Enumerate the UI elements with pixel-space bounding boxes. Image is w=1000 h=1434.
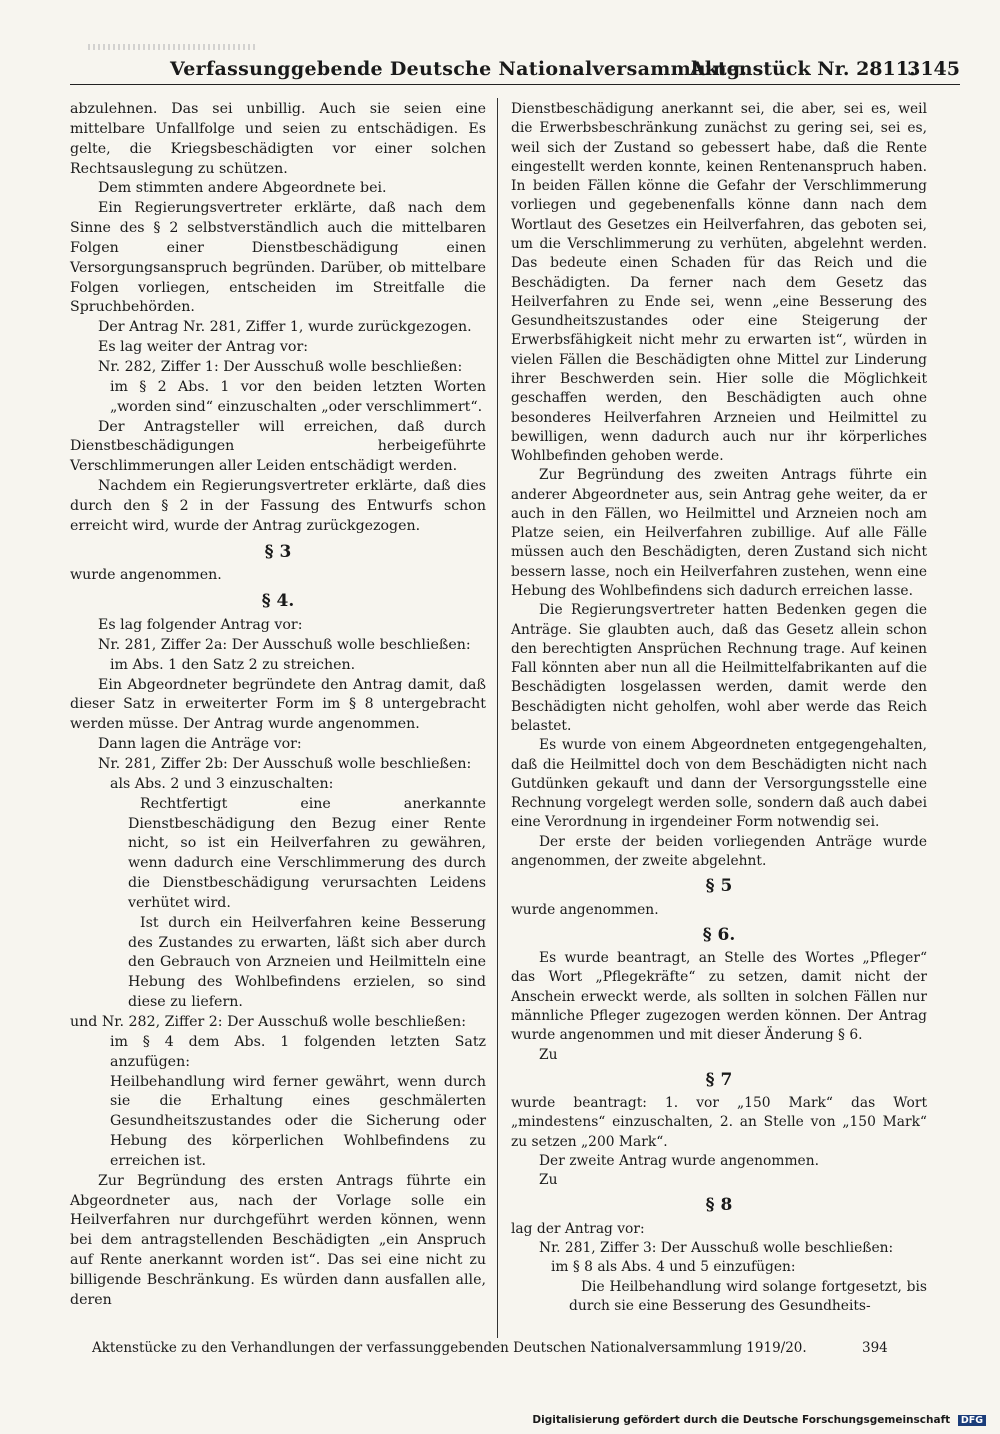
dfg-logo: DFG [958,1415,986,1426]
paragraph: Es lag folgender Antrag vor: [98,617,303,634]
paragraph: abzulehnen. Das sei unbillig. Auch sie seien eine mittelbare Unfallfolge und seien zu entschädigen. Es gelte, die Kriegsbeschädigten vor einer solchen Rechtsauslegung zu schützen. [70,101,486,177]
paragraph: lag der Antrag vor: [511,1220,645,1237]
paragraph: Dem stimmten andere Abgeordnete bei. [98,180,387,197]
column-divider [497,98,498,1338]
paragraph: Der Antrag Nr. 281, Ziffer 1, wurde zurückgezogen. [98,319,472,336]
paragraph: im § 2 Abs. 1 vor den beiden letzten Worten „worden sind“ einzuschalten „oder verschlimmert“. [110,378,486,415]
paragraph: wurde angenommen. [70,567,222,584]
right-column [511,100,927,1316]
page-header [70,58,960,85]
paragraph: Ein Abgeordneter begründete den Antrag damit, daß dieser Satz in erweiterter Form im § 8 untergebracht werden müsse. Der Antrag wurde angenommen. [70,676,486,733]
page-footer [92,1340,888,1356]
section-heading: § 8 [705,1195,733,1216]
section-heading: § 4. [261,591,295,612]
section-heading: § 3 [264,541,292,562]
paragraph: Rechtfertigt eine anerkannte Dienstbeschädigung den Bezug einer Rente nicht, so ist ein Heilverfahren zu gewähren, wenn dadurch eine Verschlimmerung des durch die Dienstbeschädigung verursachten Leidens verhütet wird. [128,795,486,911]
paragraph: Nr. 282, Ziffer 1: Der Ausschuß wolle beschließen: [98,358,463,375]
paragraph: Zu [539,1046,558,1063]
paragraph: Ein Regierungsvertreter erklärte, daß nach dem Sinne des § 2 selbstverständlich auch die mittelbaren Folgen einer Dienstbeschädigung einen Versorgungsanspruch begründen. Darüber, ob mittelbare Folgen vorliegen, entscheiden im Streitfalle die Spruchbehörden. [70,200,486,316]
paragraph: Es wurde von einem Abgeordneten entgegengehalten, daß die Heilmittel doch von dem Beschädigten nicht nach Gutdünken gekauft und dann der Versorgungsstelle eine Rechnung vorgelegt werden solle, sondern daß auch dabei eine Verordnung in irgendeiner Form notwendig sei. [511,737,927,831]
paragraph: Nr. 281, Ziffer 2b: Der Ausschuß wolle beschließen: [98,756,472,772]
paragraph: Es wurde beantragt, an Stelle des Wortes „Pfleger“ das Wort „Pflegekräfte“ zu setzen, damit nicht der Anschein erweckt werde, als sollten in solchen Fällen nur männliche Pfleger zugezogen werden können. Der Antrag wurde angenommen und mit dieser Änderung § 6. [511,950,927,1044]
section-heading: § 6. [702,924,736,945]
paragraph: Zu [539,1172,558,1189]
header-title: Verfassunggebende Deutsche Nationalversammlung. [170,58,748,80]
paragraph: Zur Begründung des zweiten Antrags führte ein anderer Abgeordneter aus, sein Antrag gehe weiter, da er auch in den Fällen, wo Heilmittel und Arzneien noch am Platze seien, ein Heilverfahren zubillige. Auf alle Fälle müssen auch den Beschädigten, deren Zustand sich nicht bessern lasse, noch ein Heilverfahren zustehen, wenn eine Hebung des Wohlbefindens sich dadurch erreichen lasse. [511,467,927,600]
footer-number: 394 [862,1340,888,1356]
paragraph: Dann lagen die Anträge vor: [98,736,302,753]
paragraph: als Abs. 2 und 3 einzuschalten: [110,775,334,792]
paragraph: und Nr. 282, Ziffer 2: Der Ausschuß wolle beschließen: [70,1013,467,1030]
paragraph: Der zweite Antrag wurde angenommen. [539,1152,819,1169]
paragraph: Die Heilbehandlung wird solange fortgesetzt, bis durch sie eine Besserung des Gesundheits- [569,1278,927,1314]
left-column [70,100,486,1311]
paragraph: Es lag weiter der Antrag vor: [98,339,309,356]
section-heading: § 7 [705,1069,733,1090]
header-document-number: Aktenstück Nr. 2811. [690,58,916,80]
paragraph: Zur Begründung des ersten Antrags führte ein Abgeordneter aus, nach der Vorlage solle ein Heilverfahren nur durchgeführt werden können, wenn bei dem antragstellenden Beschädigten „ein Anspruch auf Rente anerkannt worden ist“. Das sei eine nicht zu billigende Beschränkung. Es würden dann ausfallen alle, deren [70,1172,486,1308]
footer-text: Aktenstücke zu den Verhandlungen der verfassunggebenden Deutschen Nationalversammlung 1919/20. [92,1340,807,1356]
paragraph: Dienstbeschädigung anerkannt sei, die aber, sei es, weil die Erwerbsbeschränkung zunächst zu gering sei, sei es, weil sich der Zustand so gebessert habe, daß die Rente eingestellt werden konnte, keinen Rentenanspruch haben. In beiden Fällen könne die Gefahr der Verschlimmerung vorliegen und gegebenenfalls könne dann nach dem Wortlaut des Gesetzes ein Heilverfahren, das geboten sei, um die Verschlimmerung zu verhüten, abgelehnt werden. Das bedeute einen Schaden für das Reich und die Beschädigten. Da ferner nach dem Gesetz das Heilverfahren zu Ende sei, wenn „eine Besserung des Gesundheitszustandes oder eine Steigerung der Erwerbsfähigkeit nicht mehr zu erwarten ist“, würden in vielen Fällen die Beschädigten ohne Mittel zur Linderung ihrer Beschwerden sein. Hier solle die Möglichkeit geschaffen werden, den Beschädigten auch ohne besonderes Heilverfahren Arzneien und Heilmittel zu bewilligen, wenn dadurch auch nur ihr körperliches Wohlbefinden gehoben werde. [511,101,927,465]
paragraph: Nr. 281, Ziffer 3: Der Ausschuß wolle beschließen: [539,1240,894,1257]
paragraph: Heilbehandlung wird ferner gewährt, wenn durch sie die Erhaltung eines geschmälerten Gesundheitszustandes oder die Sicherung oder Hebung des körperlichen Wohlbefindens zu erreichen ist. [110,1073,486,1169]
paragraph: Die Regierungsvertreter hatten Bedenken gegen die Anträge. Sie glaubten auch, daß das Gesetz allein schon den berechtigten Ansprüchen Rechnung trage. Auf keinen Fall könnten aber nun all die Heilmittelfabrikanten auf die Beschädigten losgelassen werden, damit werde den Beschädigten nicht geholfen, wohl aber werde das Reich belastet. [511,602,927,734]
scan-artifact [88,44,258,50]
page-number: 3145 [907,58,960,80]
paragraph: Nr. 281, Ziffer 2a: Der Ausschuß wolle beschließen: [98,636,471,653]
paragraph: im Abs. 1 den Satz 2 zu streichen. [110,656,356,673]
paragraph: im § 4 dem Abs. 1 folgenden letzten Satz anzufügen: [110,1033,486,1070]
digitization-credit [532,1414,986,1426]
paragraph: Ist durch ein Heilverfahren keine Besserung des Zustandes zu erwarten, läßt sich aber durch den Gebrauch von Arzneien und Heilmitteln eine Hebung des Wohlbefindens erzielen, so sind diese zu liefern. [128,914,486,1011]
paragraph: Der erste der beiden vorliegenden Anträge wurde angenommen, der zweite abgelehnt. [511,833,927,869]
paragraph: Nachdem ein Regierungsvertreter erklärte, daß dies durch den § 2 in der Fassung des Entwurfs schon erreicht wird, wurde der Antrag zurückgezogen. [70,478,486,534]
paragraph: im § 8 als Abs. 4 und 5 einzufügen: [551,1259,796,1276]
paragraph: Der Antragsteller will erreichen, daß durch Dienstbeschädigungen herbeigeführte Verschlimmerungen aller Leiden entschädigt werden. [70,418,486,475]
paragraph: wurde beantragt: 1. vor „150 Mark“ das Wort „mindestens“ einzuschalten, 2. an Stelle von „150 Mark“ zu setzen „200 Mark“. [511,1095,927,1150]
paragraph: wurde angenommen. [511,901,659,918]
section-heading: § 5 [705,876,733,897]
credit-text: Digitalisierung gefördert durch die Deutsche Forschungsgemeinschaft [532,1414,951,1426]
